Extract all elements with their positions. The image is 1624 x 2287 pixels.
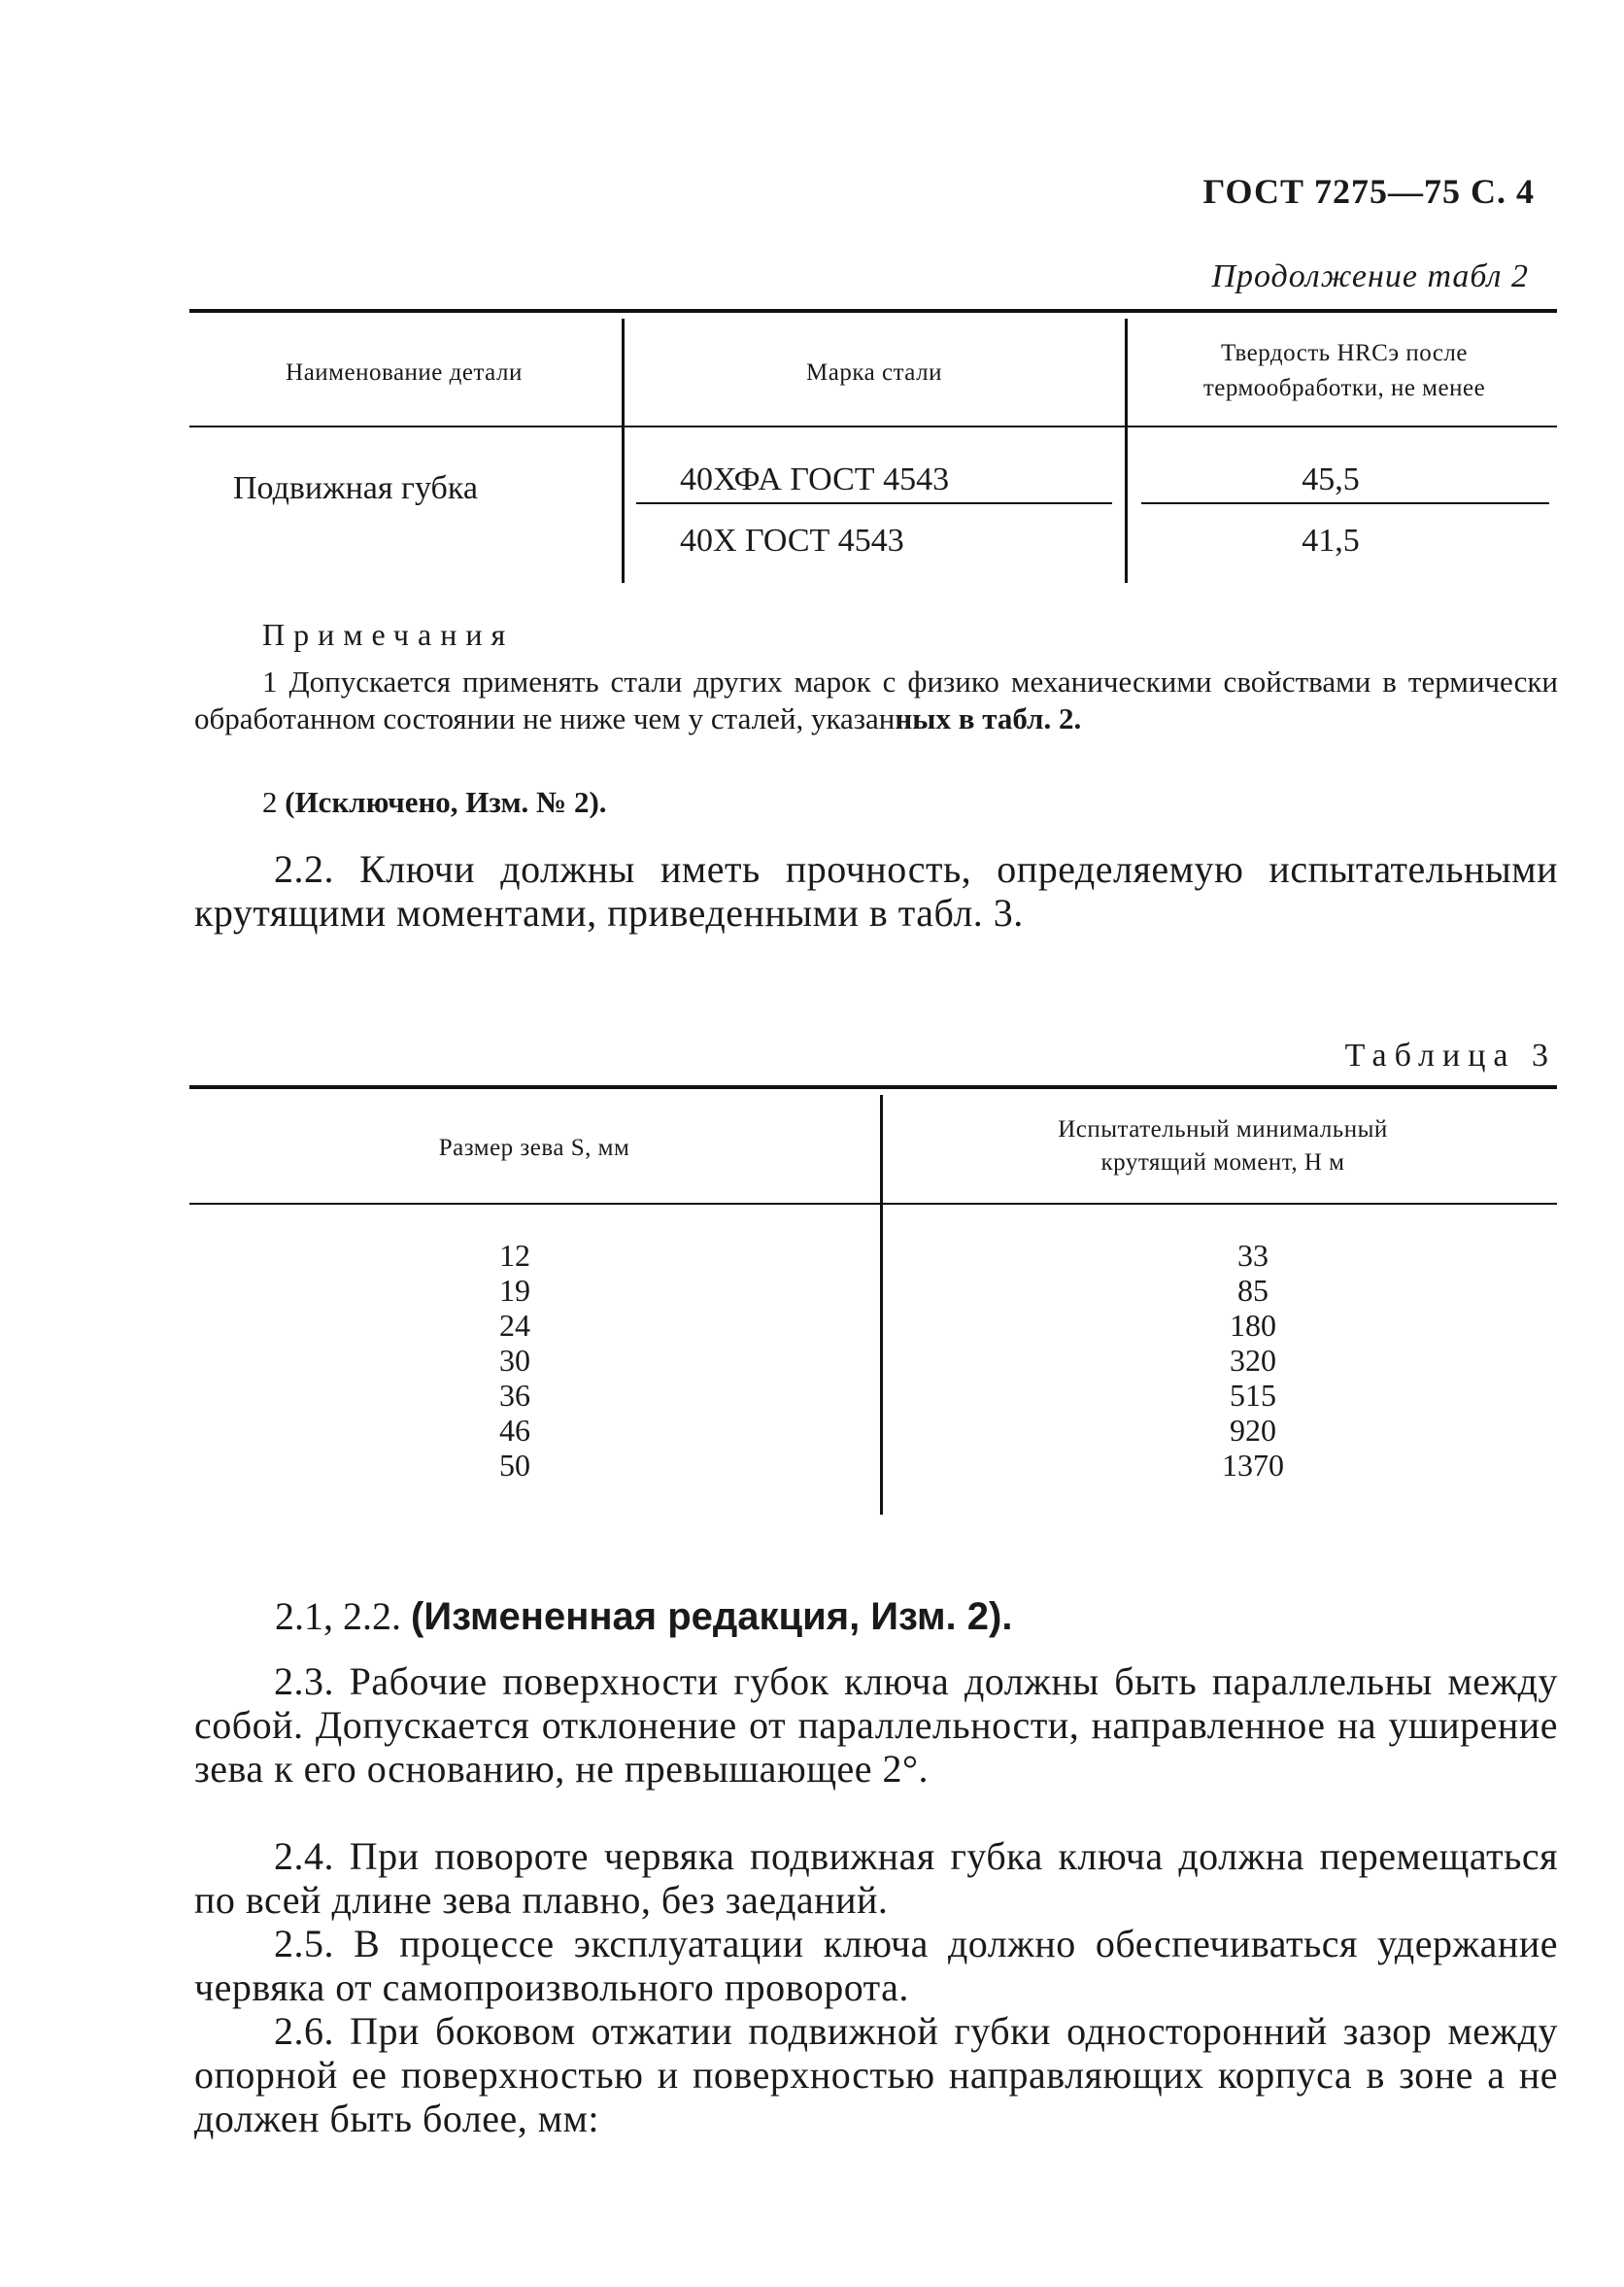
table2-divider-2	[1125, 319, 1128, 583]
paragraph-2-5: 2.5. В процессе эксплуатации ключа должно обеспечиваться удержание червяка от самопроизвольного проворота.	[194, 1922, 1558, 2009]
table3-title: Таблица 3	[1344, 1038, 1556, 1074]
table3-torque-value: 320	[1230, 1343, 1276, 1378]
table3-size-value: 12	[499, 1238, 530, 1273]
table2-grade-separator	[636, 502, 1112, 504]
table2-hardness-separator	[1141, 502, 1549, 504]
changed-edition-prefix: 2.1, 2.2.	[275, 1594, 411, 1638]
table3-size-value: 30	[499, 1343, 530, 1378]
table3-torque-column	[1175, 1238, 1331, 1483]
note-2	[262, 785, 607, 820]
table3-torque-value: 33	[1237, 1238, 1269, 1273]
note-2-bold: (Исключено, Изм. № 2).	[285, 785, 607, 819]
changed-edition-note	[275, 1593, 1012, 1639]
table3-size-value: 36	[499, 1378, 530, 1413]
table2-header-grade: Марка стали	[806, 359, 942, 386]
note-2-prefix: 2	[262, 785, 286, 819]
paragraph-2-2: 2.2. Ключи должны иметь прочность, определяемую испытательными крутящими моментами, приведенными в табл. 3.	[194, 847, 1558, 935]
table3-header-rule	[189, 1203, 1557, 1205]
table2-grade-2: 40Х ГОСТ 4543	[680, 523, 904, 559]
table2-header-hardness-line1: Твердость HRCэ после	[1220, 340, 1469, 366]
table3-torque-value: 180	[1230, 1308, 1276, 1343]
table2-continuation-label: Продолжение табл 2	[1211, 258, 1529, 294]
table3-torque-value: 1370	[1222, 1448, 1284, 1483]
table3-header-torque-line2: крутящий момент, Н м	[1100, 1149, 1345, 1176]
table2-header-hardness-line2: термообработки, не менее	[1202, 375, 1486, 401]
table3-size-value: 46	[499, 1413, 530, 1448]
paragraph-2-3: 2.3. Рабочие поверхности губок ключа должны быть параллельны между собой. Допускается отклонение от параллельности, направленное на уширение зева к его основанию, не превышающее 2°.	[194, 1659, 1558, 1791]
table2-part-name: Подвижная губка	[233, 470, 478, 506]
table3-size-value: 24	[499, 1308, 530, 1343]
paragraph-2-4: 2.4. При повороте червяка подвижная губка ключа должна перемещаться по всей длине зева плавно, без заеданий.	[194, 1834, 1558, 1922]
table2-top-rule	[189, 309, 1557, 313]
table2-grade-1: 40ХФА ГОСТ 4543	[680, 461, 950, 497]
table2-hardness-2: 41,5	[1302, 523, 1360, 559]
notes-title: Примечания	[262, 617, 515, 652]
note-1	[194, 664, 1558, 737]
table2-hardness-1: 45,5	[1302, 461, 1360, 497]
table3-header-size: Размер зева S, мм	[438, 1135, 630, 1161]
table3-divider	[880, 1095, 883, 1515]
table3-size-column	[447, 1238, 583, 1483]
table2-divider-1	[622, 319, 625, 583]
table3-top-rule	[189, 1085, 1557, 1089]
note-1-bold: ных в табл. 2.	[895, 701, 1082, 735]
paragraph-2-6: 2.6. При боковом отжатии подвижной губки односторонний зазор между опорной ее поверхностью и поверхностью направляющих корпуса в зоне а не должен быть более, мм:	[194, 2009, 1558, 2140]
note-1-text: 1 Допускается применять стали других марок с физико механическими свойствами в термически обработанном состоянии не ниже чем у сталей, указан	[194, 665, 1558, 735]
table2-header-rule	[189, 426, 1557, 427]
table3-torque-value: 515	[1230, 1378, 1276, 1413]
table3-size-value: 50	[499, 1448, 530, 1483]
table2-header-part: Наименование детали	[286, 359, 523, 386]
table3-torque-value: 85	[1237, 1273, 1269, 1308]
changed-edition-bold: (Измененная редакция, Изм. 2).	[411, 1595, 1013, 1638]
table3-size-value: 19	[499, 1273, 530, 1308]
document-reference: ГОСТ 7275—75 С. 4	[1202, 172, 1535, 211]
table3-torque-value: 920	[1230, 1413, 1276, 1448]
table3-header-torque-line1: Испытательный минимальный	[1058, 1116, 1388, 1143]
